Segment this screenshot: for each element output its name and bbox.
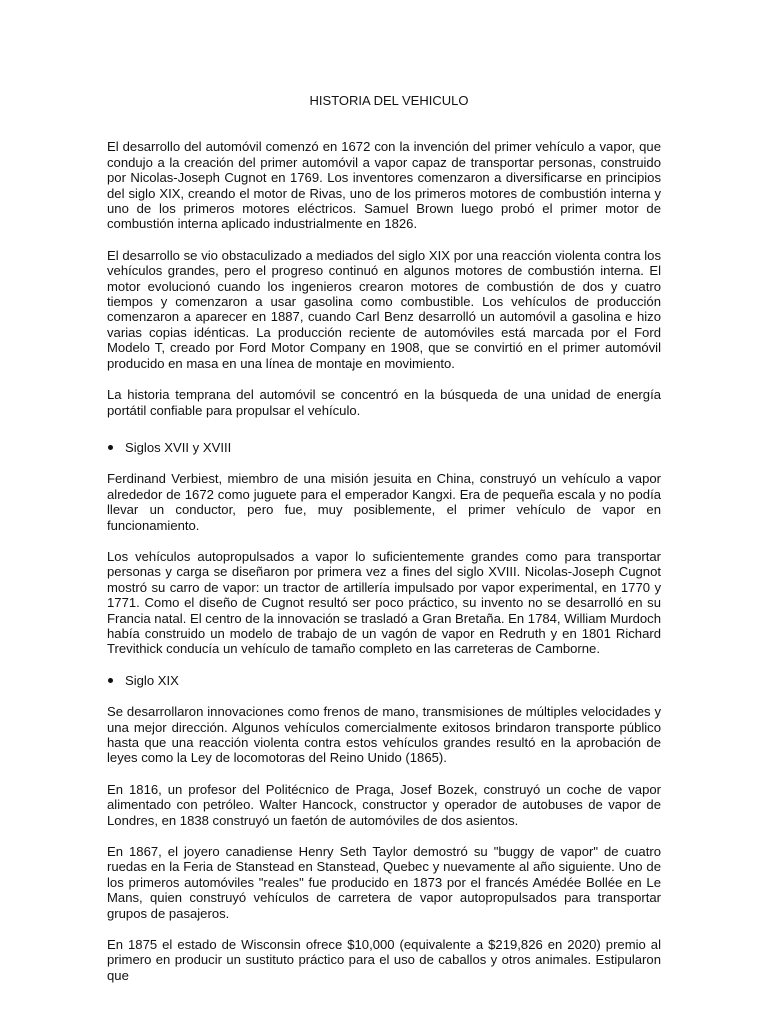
section-heading-siglo-xix	[107, 673, 661, 688]
section1-paragraph-2: Los vehículos autopropulsados a vapor lo suficientemente grandes como para transportar personas y carga se diseñaron por primera vez a fines del siglo XVIII. Nicolas-Joseph Cugnot mostró su carro de vapor: un tractor de artillería impulsado por vapor experimental, en 1770 y 1771. Como el diseño de Cugnot resultó ser poco práctico, su invento no se desarrolló en su Francia natal. El centro de la innovación se trasladó a Gran Bretaña. En 1784, William Murdoch había construido un modelo de trabajo de un vagón de vapor en Redruth y en 1801 Richard Trevithick conducía un vehículo de tamaño completo en las carreteras de Camborne.	[107, 548, 661, 657]
section2-paragraph-3: En 1867, el joyero canadiense Henry Seth Taylor demostró su "buggy de vapor" de cuatro ruedas en la Feria de Stanstead en Stanstead, Quebec y nuevamente al año siguiente. Uno de los primeros automóviles "reales" fue producido en 1873 por el francés Amédée Bollée en Le Mans, quien construyó vehículos de carretera de vapor autopropulsados para transportar grupos de pasajeros.	[107, 844, 661, 921]
section2-paragraph-2: En 1816, un profesor del Politécnico de Praga, Josef Bozek, construyó un coche de vapor alimentado con petróleo. Walter Hancock, constructor y operador de autobuses de vapor de Londres, en 1838 construyó un faetón de automóviles de dos asientos.	[107, 781, 661, 828]
section2-paragraph-4: En 1875 el estado de Wisconsin ofrece $10,000 (equivalente a $219,826 en 2020) premio al primero en producir un sustituto práctico para el uso de caballos y otros animales. Estipularon que	[107, 937, 661, 983]
section1-paragraph-1: Ferdinand Verbiest, miembro de una misión jesuita en China, construyó un vehículo a vapor alrededor de 1672 como juguete para el emperador Kangxi. Era de pequeña escala y no podía llevar un conductor, pero fue, muy posiblemente, el primer vehículo de vapor en funcionamiento.	[107, 471, 661, 533]
section-heading-siglos-xvii-xviii	[107, 440, 661, 455]
section-heading-label: Siglo XIX	[125, 672, 179, 688]
section-heading-label: Siglos XVII y XVIII	[125, 439, 232, 455]
section2-paragraph-1: Se desarrollaron innovaciones como frenos de mano, transmisiones de múltiples velocidades y una mejor dirección. Algunos vehículos comercialmente exitosos brindaron transporte público hasta que una reacción violenta contra estos vehículos grandes resultó en la aprobación de leyes como la Ley de locomotoras del Reino Unido (1865).	[107, 704, 661, 766]
bullet-icon	[108, 445, 113, 450]
document-page	[107, 93, 661, 999]
intro-paragraph-1: El desarrollo del automóvil comenzó en 1672 con la invención del primer vehículo a vapor, que condujo a la creación del primer automóvil a vapor capaz de transportar personas, construido por Nicolas-Joseph Cugnot en 1769. Los inventores comenzaron a diversificarse en principios del siglo XIX, creando el motor de Rivas, uno de los primeros motores de combustión interna y uno de los primeros motores eléctricos. Samuel Brown luego probó el primer motor de combustión interna aplicado industrialmente en 1826.	[107, 139, 661, 232]
intro-paragraph-3: La historia temprana del automóvil se concentró en la búsqueda de una unidad de energía portátil confiable para propulsar el vehículo.	[107, 387, 661, 418]
document-title: HISTORIA DEL VEHICULO	[309, 93, 469, 108]
intro-paragraph-2: El desarrollo se vio obstaculizado a mediados del siglo XIX por una reacción violenta contra los vehículos grandes, pero el progreso continuó en algunos motores de combustión interna. El motor evolucionó cuando los ingenieros crearon motores de combustión de dos y cuatro tiempos y comenzaron a usar gasolina como combustible. Los vehículos de producción comenzaron a aparecer en 1887, cuando Carl Benz desarrolló un automóvil a gasolina e hizo varias copias idénticas. La producción reciente de automóviles está marcada por el Ford Modelo T, creado por Ford Motor Company en 1908, que se convirtió en el primer automóvil producido en masa en una línea de montaje en movimiento.	[107, 247, 661, 371]
bullet-icon	[108, 678, 113, 683]
